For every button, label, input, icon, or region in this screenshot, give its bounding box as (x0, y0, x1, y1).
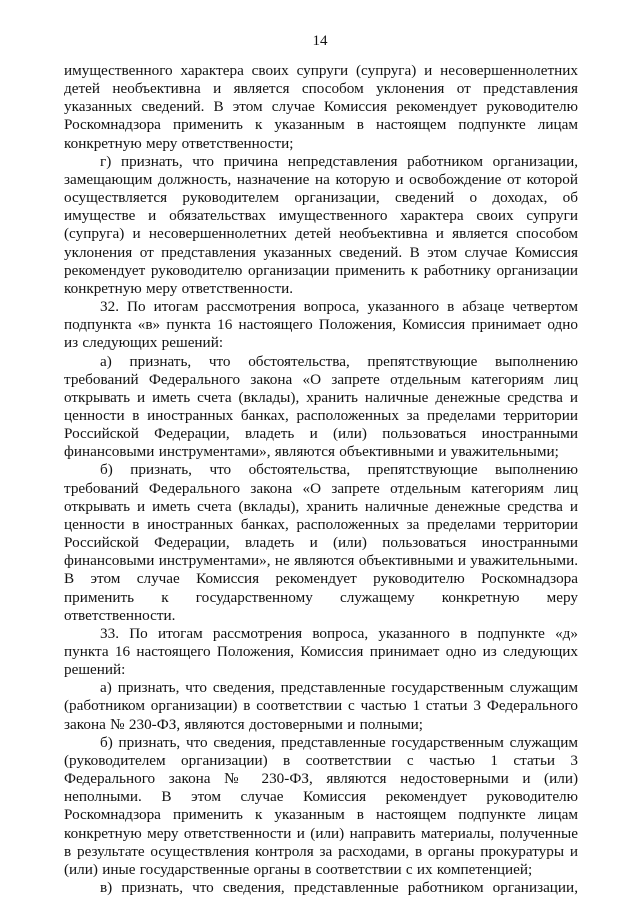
document-body (64, 62, 578, 897)
paragraph-clause-32-b: б) признать, что обстоятельства, препятствующие выполнению требований Федерального закона «О запрете отдельным категориям лиц открывать и иметь счета (вклады), хранить наличные денежные средства и ценности в иностранных банках, расположенных за пределами территории Российской Федерации, владеть и (или) пользоваться иностранными финансовыми инструментами», не являются объективными и уважительными. В этом случае Комиссия рекомендует руководителю Роскомнадзора применить к государственному служащему конкретную меру ответственности. (64, 461, 578, 624)
paragraph-clause-33: 33. По итогам рассмотрения вопроса, указанного в подпункте «д» пункта 16 настоящего Положения, Комиссия принимает одно из следующих решений: (64, 624, 578, 679)
paragraph-continuation: имущественного характера своих супруги (супруга) и несовершеннолетних детей необъективна и является способом уклонения от представления указанных сведений. В этом случае Комиссия рекомендует руководителю Роскомнадзора применить к указанным в настоящем подпункте лицам конкретную меру ответственности; (64, 62, 578, 152)
paragraph-clause-33-v: в) признать, что сведения, представленные работником организации, (100, 879, 578, 897)
paragraph-clause-33-a: а) признать, что сведения, представленные государственным служащим (работником организации) в соответствии с частью 1 статьи 3 Федерального закона № 230-ФЗ, являются достоверными и полными; (64, 679, 578, 733)
page-number: 14 (312, 33, 328, 49)
paragraph-clause-32: 32. По итогам рассмотрения вопроса, указанного в абзаце четвертом подпункта «в» пункта 16 настоящего Положения, Комиссия принимает одно из следующих решений: (64, 298, 578, 352)
paragraph-clause-32-a: а) признать, что обстоятельства, препятствующие выполнению требований Федерального закона «О запрете отдельным категориям лиц открывать и иметь счета (вклады), хранить наличные денежные средства и ценности в иностранных банках, расположенных за пределами территории Российской Федерации, владеть и (или) пользоваться иностранными финансовыми инструментами», являются объективными и уважительными; (64, 352, 578, 461)
paragraph-item-g: г) признать, что причина непредставления работником организации, замещающим должность, назначение на которую и освобождение от которой осуществляется руководителем организации, сведений о доходах, об имуществе и обязательствах имущественного характера своих супруги (супруга) и несовершеннолетних детей необъективна и является способом уклонения от представления указанных сведений. В этом случае Комиссия рекомендует руководителю организации применить к работнику организации конкретную меру ответственности. (64, 152, 578, 297)
paragraph-clause-33-b: б) признать, что сведения, представленные государственным служащим (руководителем организации) в соответствии с частью 1 статьи 3 Федерального закона № 230-ФЗ, являются недостоверными и (или) неполными. В этом случае Комиссия рекомендует руководителю Роскомнадзора применить к указанным в настоящем подпункте лицам конкретную меру ответственности и (или) направить материалы, полученные в результате осуществления контроля за расходами, в органы прокуратуры и (или) иные государственные органы в соответствии с их компетенцией; (64, 733, 578, 878)
